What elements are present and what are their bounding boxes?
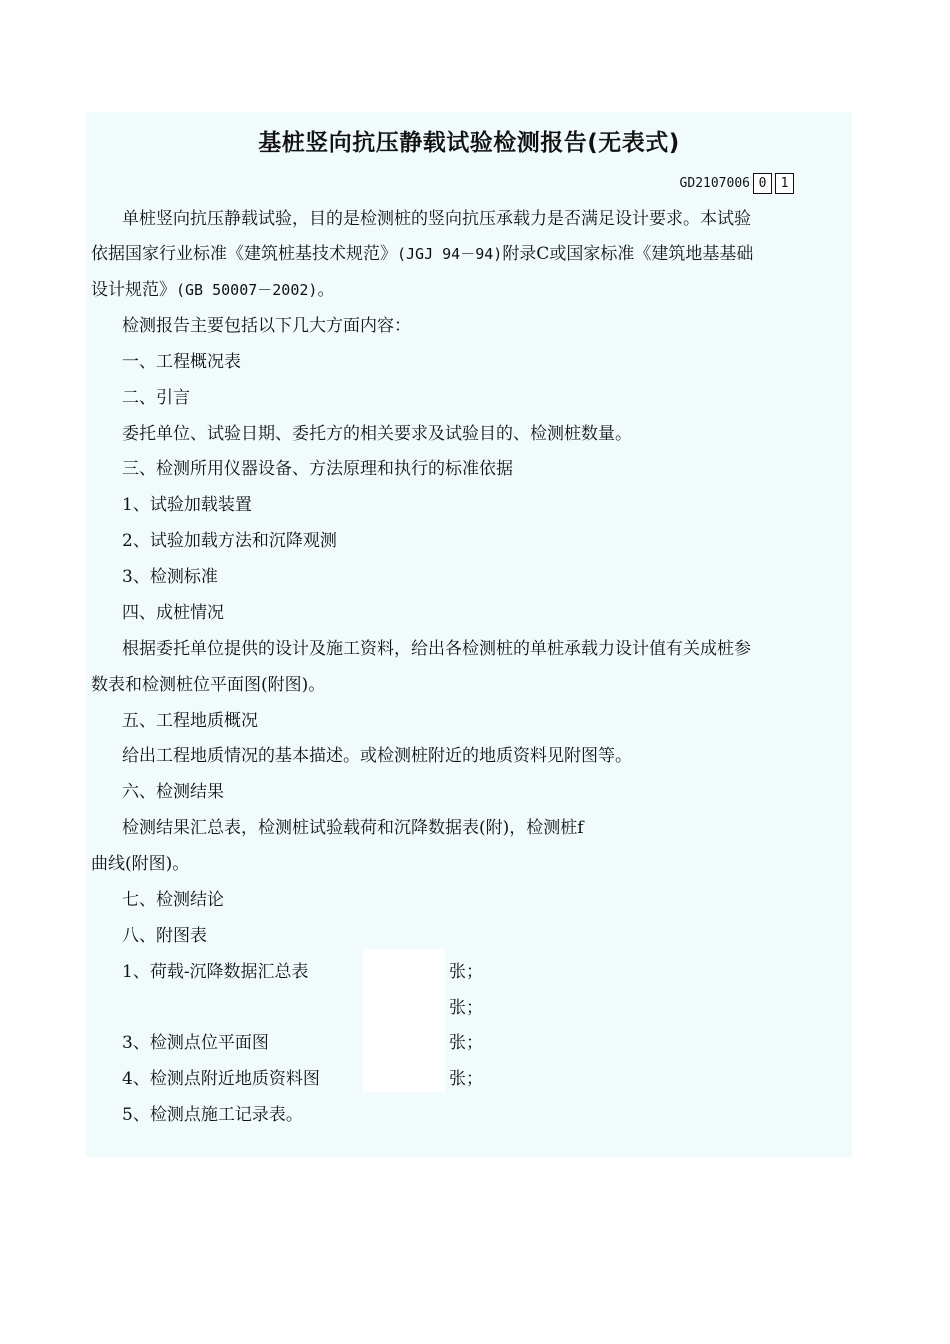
summary-text: 检测报告主要包括以下几大方面内容： [122, 316, 411, 336]
section-7-heading: 七、检测结论 [122, 890, 224, 910]
section-5-text: 给出工程地质情况的基本描述。或检测桩附近的地质资料见附图等。 [122, 746, 632, 766]
intro-line-2b: (JGJ 94－94) [397, 245, 503, 263]
intro-line-2a: 依据国家行业标准《建筑桩基技术规范》 [91, 244, 397, 264]
intro-line-3b: (GB 50007－2002) [176, 281, 318, 299]
section-2-heading: 二、引言 [122, 388, 190, 408]
section-4-text-1: 根据委托单位提供的设计及施工资料，给出各检测桩的单桩承载力设计值有关成桩参 [122, 639, 751, 659]
attachment-4: 4、检测点附近地质资料图 [122, 1069, 320, 1089]
attachment-5: 5、检测点施工记录表。 [122, 1105, 303, 1125]
blank-field [363, 949, 445, 1092]
section-4-heading: 四、成桩情况 [122, 603, 224, 623]
section-3-item-3: 3、检测标准 [122, 567, 218, 587]
document-code [680, 173, 794, 194]
section-6-heading: 六、检测结果 [122, 782, 224, 802]
attachment-1-unit: 张； [449, 962, 483, 982]
intro-line-1: 单桩竖向抗压静载试验，目的是检测桩的竖向抗压承载力是否满足设计要求。本试验 [122, 209, 751, 229]
section-3-heading: 三、检测所用仪器设备、方法原理和执行的标准依据 [122, 459, 513, 479]
intro-line-2c: 附录C或国家标准《建筑地基基础 [502, 244, 754, 264]
section-8-heading: 八、附图表 [122, 926, 207, 946]
section-6-text-1: 检测结果汇总表，检测桩试验载荷和沉降数据表(附)，检测桩f [122, 818, 584, 838]
section-4-text-2: 数表和检测桩位平面图(附图)。 [91, 675, 326, 695]
intro-line-3c: 。 [317, 280, 335, 300]
intro-line-3 [91, 279, 334, 301]
attachment-3-unit: 张； [449, 1033, 483, 1053]
intro-line-3a: 设计规范》 [91, 280, 176, 300]
attachment-2-unit: 张； [449, 998, 483, 1018]
code-prefix: GD2107006 [679, 176, 750, 191]
section-2-text: 委托单位、试验日期、委托方的相关要求及试验目的、检测桩数量。 [122, 424, 632, 444]
section-3-item-1: 1、试验加载装置 [122, 495, 252, 515]
attachment-4-unit: 张； [449, 1069, 483, 1089]
section-5-heading: 五、工程地质概况 [122, 711, 258, 731]
code-box-2: 1 [775, 173, 794, 194]
code-box-1: 0 [753, 173, 772, 194]
attachment-3: 3、检测点位平面图 [122, 1033, 269, 1053]
section-1-heading: 一、工程概况表 [122, 352, 241, 372]
attachment-1: 1、荷载-沉降数据汇总表 [122, 962, 309, 982]
page-title: 基桩竖向抗压静载试验检测报告(无表式) [258, 130, 680, 156]
section-3-item-2: 2、试验加载方法和沉降观测 [122, 531, 337, 551]
section-6-text-2: 曲线(附图)。 [91, 854, 190, 874]
intro-line-2 [91, 243, 753, 265]
